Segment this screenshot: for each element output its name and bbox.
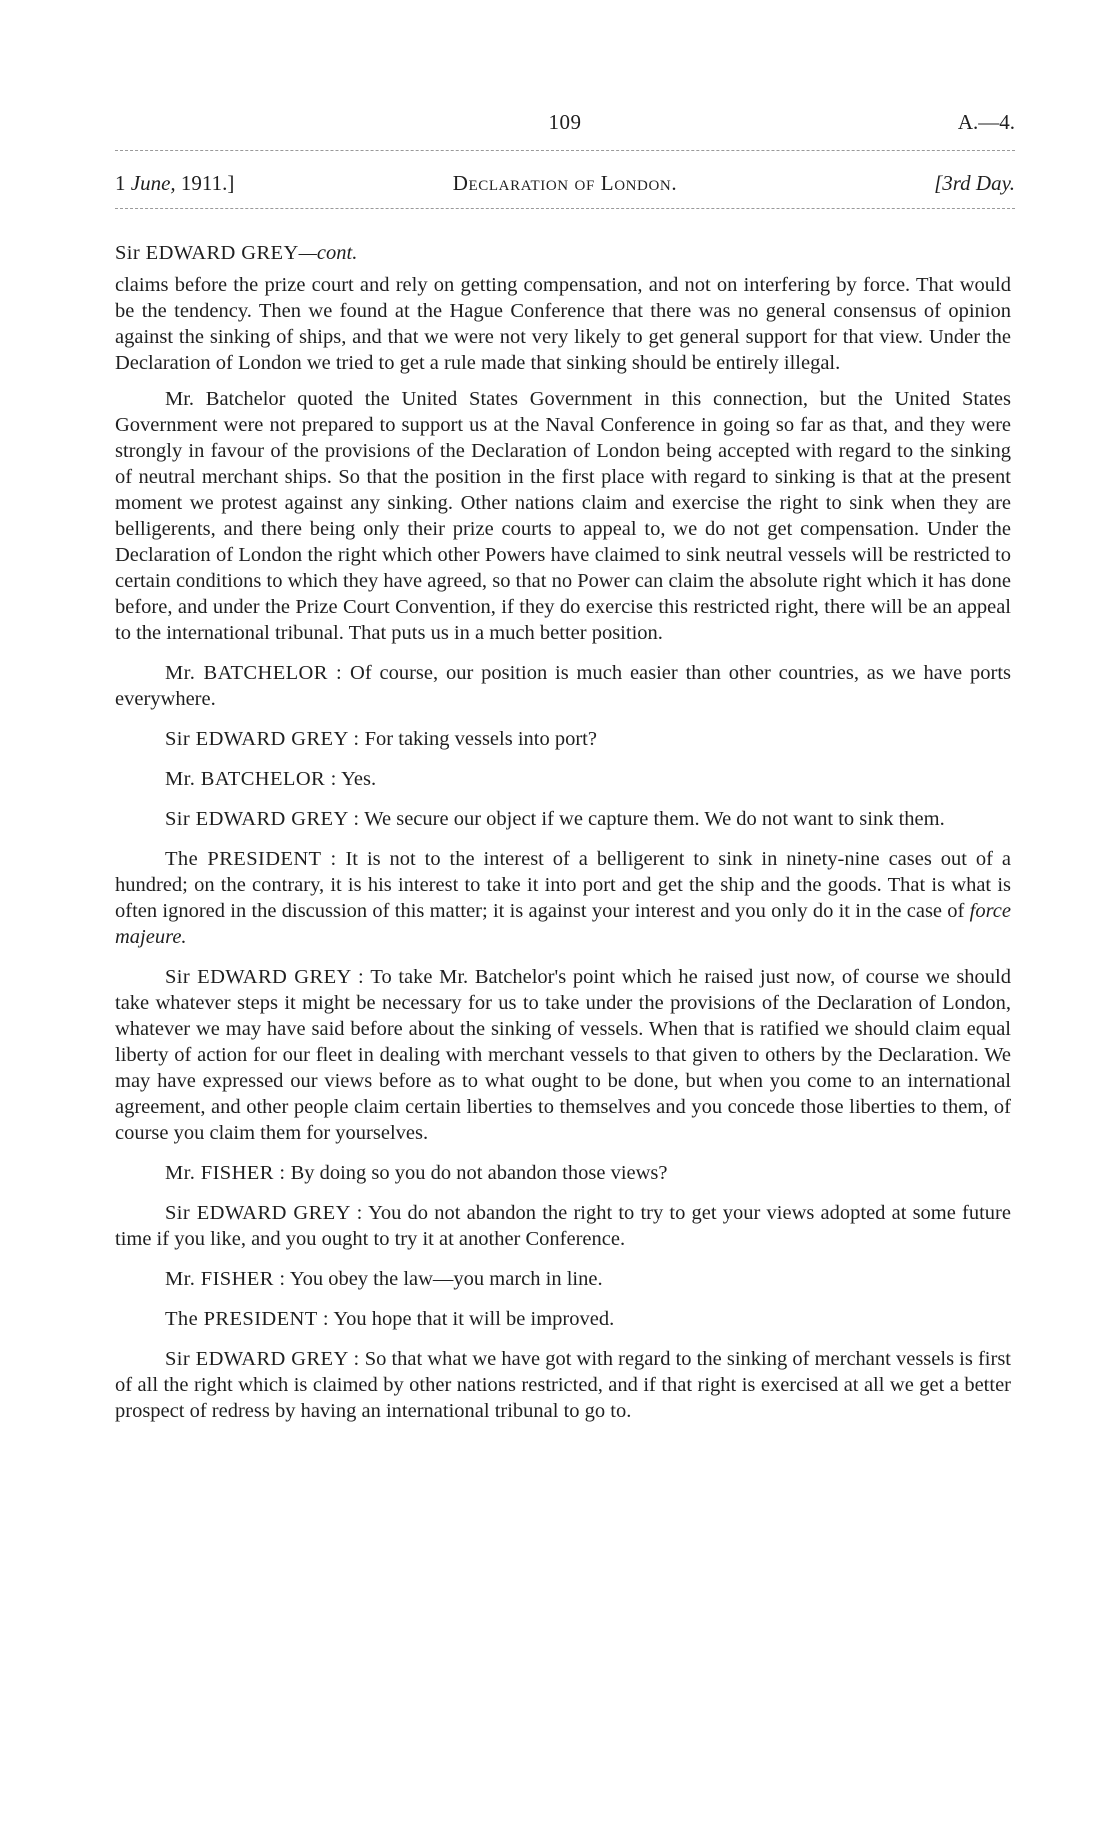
continued-speaker-heading <box>115 240 1011 266</box>
speech-paragraph <box>115 806 1011 832</box>
paragraph-text: claims before the prize court and rely on getting compensation, and not on interfering by force. That would be the tendency. Then we found at the Hague Conference that there was no general consensus of opinion against the sinking of ships, and that we were not very likely to get general support for that view. Under the Declaration of London we tried to get a rule made that sinking should be entirely illegal. <box>115 274 1011 374</box>
speaker-name: Sir EDWARD GREY : <box>165 808 360 830</box>
speech-paragraph <box>115 766 1011 792</box>
speech-text: We secure our object if we capture them. We do not want to sink them. <box>364 808 945 830</box>
running-title: Declaration of London. <box>452 171 678 195</box>
header-rule-top <box>115 150 1015 151</box>
paragraph-text: Mr. Batchelor quoted the United States Government in this connection, but the United States Government were not prepared to support us at the Naval Conference in going so far as that, and they were strongly in favour of the provisions of the Declaration of London being accepted with regard to the sinking of neutral merchant ships. So that the position in the first place with regard to sinking is that at the present moment we protest against any sinking. Other nations claim and exercise the right to sink when they are belligerents, and there being only their prize courts to appeal to, we do not get compensation. Under the Declaration of London the right which other Powers have claimed to sink neutral vessels will be restricted to certain conditions to which they have agreed, so that no Power can claim the absolute right which it has done before, and under the Prize Court Convention, if they do exercise this restricted right, there will be an appeal to the international tribunal. That puts us in a much better position. <box>115 388 1011 644</box>
header-rule-bottom <box>115 208 1015 209</box>
speech-paragraph <box>115 964 1011 1146</box>
paragraph <box>115 386 1011 646</box>
speaker-name: The PRESIDENT : <box>165 848 337 870</box>
speech-text: Yes. <box>341 768 377 790</box>
speech-text: You hope that it will be improved. <box>333 1308 615 1330</box>
speech-text: Of course, our position is much easier than other countries, as we have ports everywhere. <box>115 662 1011 710</box>
continued-marker: —cont. <box>298 242 358 264</box>
speaker-name: Sir EDWARD GREY : <box>165 1202 363 1224</box>
speech-paragraph <box>115 1200 1011 1252</box>
speaker-name: Sir EDWARD GREY : <box>165 1348 360 1370</box>
italic-phrase: force majeure. <box>115 900 1012 948</box>
speech-paragraph <box>115 726 1011 752</box>
speech-text: You obey the law—you march in line. <box>289 1268 603 1290</box>
speech-paragraph <box>115 1160 1011 1186</box>
transcript-body <box>115 240 1011 1438</box>
speech-paragraph <box>115 1346 1011 1424</box>
speech-paragraph <box>115 846 1011 950</box>
speech-text: So that what we have got with regard to the sinking of merchant vessels is first of all the right which is claimed by other nations restricted, and if that right is exercised at all we get a better prospect of redress by having an international tribunal to go to. <box>115 1348 1012 1422</box>
speaker-name: Mr. FISHER : <box>165 1162 286 1184</box>
speech-paragraph <box>115 660 1011 712</box>
speaker-name: Sir EDWARD GREY : <box>165 728 360 750</box>
speech-text: You do not abandon the right to try to get your views adopted at some future time if you like, and you ought to try it at another Conference. <box>115 1202 1011 1250</box>
document-reference: A.—4. <box>957 110 1015 134</box>
speaker-name: Mr. BATCHELOR : <box>165 662 343 684</box>
continued-speaker-name: Sir EDWARD GREY <box>115 242 299 264</box>
page-number: 109 <box>548 110 582 134</box>
speaker-name: Mr. FISHER : <box>165 1268 286 1290</box>
running-header <box>115 171 1015 201</box>
speech-text: To take Mr. Batchelor's point which he raised just now, of course we should take whatever steps it might be necessary for us to take under the provisions of the Declaration of London, whatever we may have said before about the sinking of vessels. When that is ratified we should claim equal liberty of action for our fleet in dealing with merchant vessels to that given to others by the Declaration. We may have expressed our views before as to what ought to be done, but when you come to an international agreement, and other people claim certain liberties to themselves and you concede those liberties to them, of course you claim them for yourselves. <box>115 966 1011 1144</box>
speaker-name: Sir EDWARD GREY : <box>165 966 365 988</box>
speech-text: By doing so you do not abandon those views? <box>290 1162 668 1184</box>
header-day-label: 3rd Day. <box>942 171 1015 195</box>
page-top-row <box>115 110 1015 144</box>
speaker-name: Mr. BATCHELOR : <box>165 768 337 790</box>
speech-text: For taking vessels into port? <box>364 728 597 750</box>
speech-paragraph <box>115 1266 1011 1292</box>
speech-paragraph <box>115 1306 1011 1332</box>
paragraph <box>115 272 1011 376</box>
header-day <box>934 171 1015 196</box>
header-day-bracket: [ <box>934 171 943 195</box>
header-date-day: 1 <box>115 171 126 195</box>
header-date-month: June, <box>130 171 176 195</box>
speaker-name: The PRESIDENT : <box>165 1308 329 1330</box>
speech-text: It is not to the interest of a belligerent to sink in ninety-nine cases out of a hundred; on the contrary, it is his interest to take it into port and get the ship and the goods. That is what is often ignored in the discussion of this matter; it is against your interest and you only do it in the case of <box>115 848 1011 922</box>
header-date-year: 1911.] <box>180 171 235 195</box>
